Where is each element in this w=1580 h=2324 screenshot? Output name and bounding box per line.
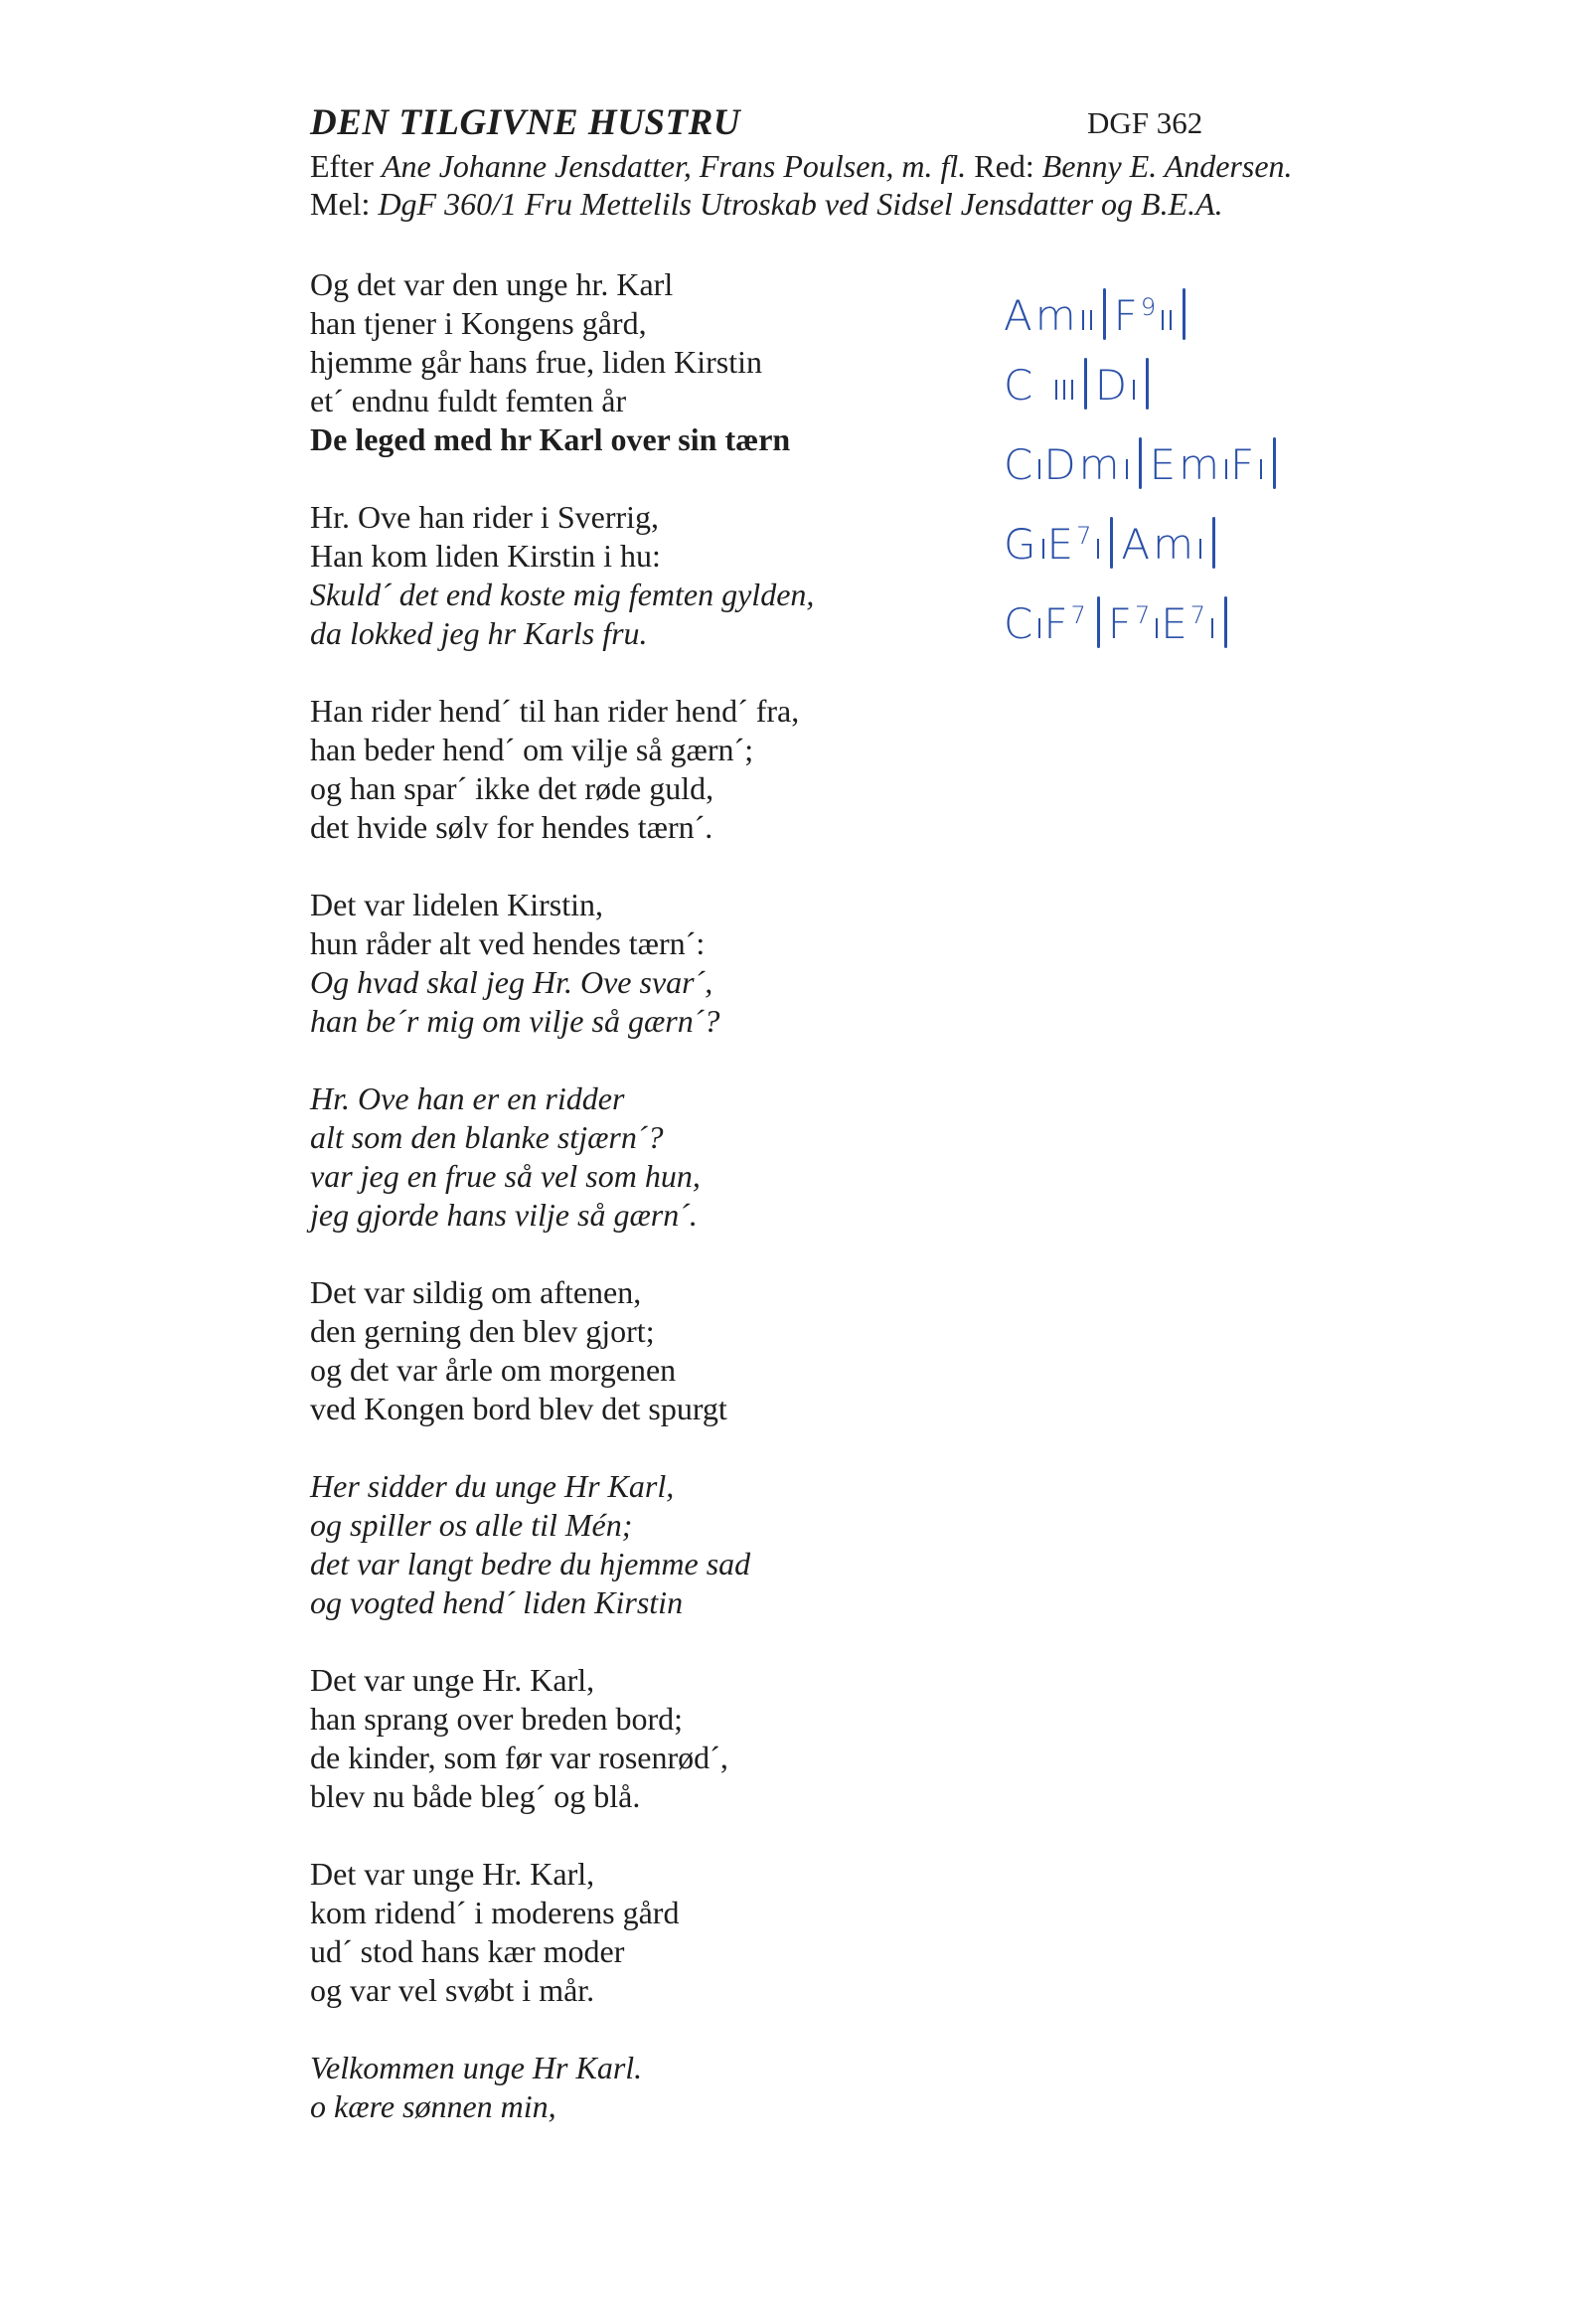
chord: C (1004, 361, 1036, 410)
lyric-line: o kære sønnen min, (310, 2088, 556, 2124)
chord: C (1004, 599, 1036, 648)
chord: F (1113, 291, 1141, 340)
lyric-line: han be´r mig om vilje så gærn´? (310, 1003, 720, 1039)
chord-line-5 (1004, 596, 1235, 648)
lyric-line: Det var lidelen Kirstin, (310, 887, 604, 922)
title-row (310, 101, 1433, 147)
lyric-line: Hr. Ove han er en ridder (310, 1080, 625, 1116)
lyric-line: Her sidder du unge Hr Karl, (310, 1468, 675, 1504)
chord-superscript: 7 (1134, 601, 1154, 629)
lyric-line: og var vel svøbt i mår. (310, 1972, 595, 2008)
song-header (310, 101, 1433, 223)
chord-line-4 (1004, 517, 1223, 569)
stanza-5 (310, 1079, 1006, 1235)
lyric-line: han beder hend´ om vilje så gærn´; (310, 732, 754, 767)
efter-label: Efter (310, 148, 382, 184)
efter-names: Ane Johanne Jensdatter, Frans Poulsen, m. fl. (381, 148, 967, 184)
chord: Am (1121, 520, 1197, 569)
lyric-line: De leged med hr Karl over sin tærn (310, 421, 791, 457)
chord: E (1161, 599, 1190, 648)
lyric-line: ved Kongen bord blev det spurgt (310, 1391, 727, 1426)
melody-line (310, 185, 1433, 223)
chord: C (1004, 440, 1036, 489)
stanza-8 (310, 1661, 1006, 1816)
source-line (310, 147, 1433, 185)
lyric-line: Skuld´ det end koste mig femten gylden, (310, 577, 815, 612)
lyric-line: det hvide sølv for hendes tærn´. (310, 809, 713, 845)
dgf-number: DGF 362 (1087, 105, 1203, 140)
chord-superscript: 7 (1189, 601, 1209, 629)
lyric-line: alt som den blanke stjærn´? (310, 1119, 664, 1155)
red-name: Benny E. Andersen. (1041, 148, 1293, 184)
lyric-line: Hr. Ove han rider i Sverrig, (310, 499, 660, 535)
lyric-line: Det var unge Hr. Karl, (310, 1856, 595, 1892)
lyric-line: han tjener i Kongens gård, (310, 305, 647, 341)
lyric-line: hun råder alt ved hendes tærn´: (310, 925, 706, 961)
chord: G (1004, 520, 1039, 569)
stanza-4 (310, 886, 1006, 1041)
lyric-line: kom ridend´ i moderens gård (310, 1895, 680, 1930)
chord: D (1094, 361, 1131, 410)
lyric-line: og vogted hend´ liden Kirstin (310, 1584, 684, 1620)
chord-superscript: 7 (1070, 601, 1089, 629)
lyrics (310, 265, 1006, 2165)
chord: F (1107, 599, 1135, 648)
chord: E (1046, 520, 1077, 569)
chord: F (1043, 599, 1071, 648)
lyric-line: Det var unge Hr. Karl, (310, 1662, 595, 1698)
stanza-6 (310, 1273, 1006, 1428)
chord: Em (1149, 440, 1223, 489)
lyric-line: Og hvad skal jeg Hr. Ove svar´, (310, 964, 713, 1000)
lyric-line: det var langt bedre du hjemme sad (310, 1546, 751, 1581)
lyric-line: hjemme går hans frue, liden Kirstin (310, 344, 762, 380)
chord: Am (1004, 291, 1079, 340)
lyric-line: Velkommen unge Hr Karl. (310, 2050, 643, 2085)
stanza-10 (310, 2049, 1006, 2126)
mel-text: DgF 360/1 Fru Mettelils Utroskab ved Sidsel Jensdatter og B.E.A. (378, 186, 1223, 222)
handwritten-chord-notes (1004, 278, 1401, 696)
lyric-line: og han spar´ ikke det røde guld, (310, 770, 714, 806)
chord-line-3 (1004, 437, 1284, 489)
stanza-1 (310, 265, 1006, 459)
stanza-3 (310, 692, 1006, 847)
chord-line-2 (1004, 358, 1157, 410)
lyric-line: og spiller os alle til Mén; (310, 1507, 633, 1543)
chord-line-1 (1004, 288, 1193, 340)
lyric-line: den gerning den blev gjort; (310, 1313, 655, 1349)
stanza-9 (310, 1855, 1006, 2010)
song-title: DEN TILGIVNE HUSTRU (310, 102, 740, 143)
chord: F (1230, 440, 1258, 489)
lyric-line: Han rider hend´ til han rider hend´ fra, (310, 693, 800, 729)
lyric-line: da lokked jeg hr Karls fru. (310, 615, 648, 651)
lyric-line: Og det var den unge hr. Karl (310, 266, 674, 302)
lyric-line: et´ endnu fuldt femten år (310, 383, 627, 418)
lyric-line: jeg gjorde hans vilje så gærn´. (310, 1197, 698, 1233)
lyric-line: og det var årle om morgenen (310, 1352, 677, 1388)
mel-label: Mel: (310, 186, 379, 222)
lyric-line: var jeg en frue så vel som hun, (310, 1158, 701, 1194)
red-label: Red: (966, 148, 1042, 184)
lyric-line: Han kom liden Kirstin i hu: (310, 538, 661, 574)
stanza-2 (310, 498, 1006, 653)
lyric-line: de kinder, som før var rosenrød´, (310, 1740, 728, 1775)
lyric-line: han sprang over breden bord; (310, 1701, 683, 1737)
lyric-line: Det var sildig om aftenen, (310, 1274, 642, 1310)
chord-superscript: 9 (1140, 293, 1160, 321)
lyric-line: blev nu både bleg´ og blå. (310, 1778, 641, 1814)
stanza-7 (310, 1467, 1006, 1622)
chord: Dm (1043, 440, 1123, 489)
chord-superscript: 7 (1076, 522, 1095, 550)
lyric-line: ud´ stod hans kær moder (310, 1933, 625, 1969)
